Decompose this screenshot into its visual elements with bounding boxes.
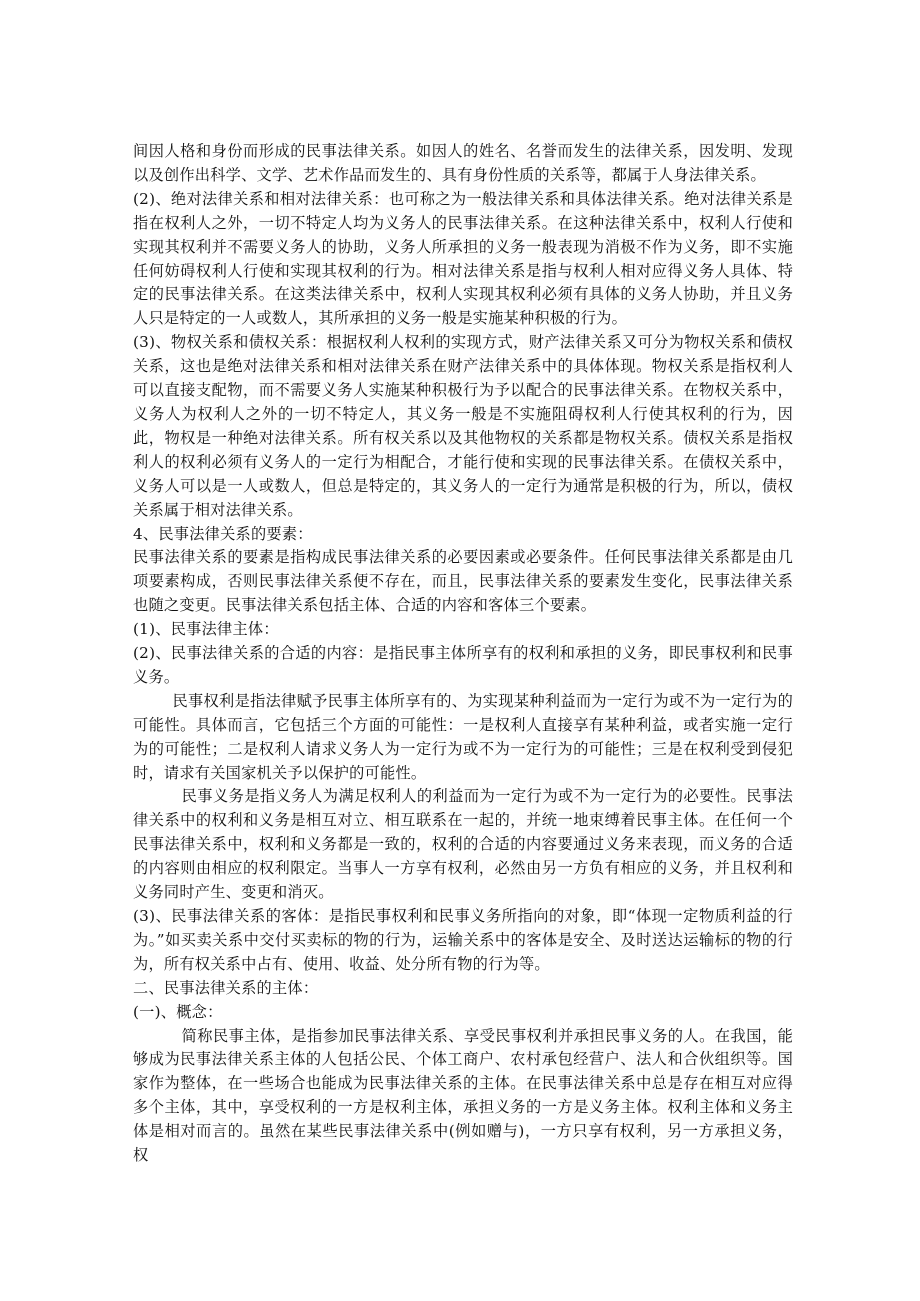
paragraph-absolute-relative-relations: (2)、绝对法律关系和相对法律关系：也可称之为一般法律关系和具体法律关系。绝对法律关系是指在权利人之外，一切不特定人均为义务人的民事法律关系。在这种法律关系中，权利人行使和实现其权利并不需要义务人的协助，义务人所承担的义务一般表现为消极不作为义务，即不实施任何妨碍权利人行使和实现其权利的行为。相对法律关系是指与权利人相对应得义务人具体、特定的民事法律关系。在这类法律关系中，权利人实现其权利必须有具体的义务人协助，并且义务人只是特定的一人或数人，其所承担的义务一般是实施某种积极的行为。 xyxy=(133,189,793,328)
heading-subjects: 二、民事法律关系的主体： xyxy=(133,978,319,997)
paragraph-content: (2)、民事法律关系的合适的内容：是指民事主体所享有的权利和承担的义务，即民事权利和民事义务。 xyxy=(133,644,793,686)
paragraph-property-obligation-relations: (3)、物权关系和债权关系：根据权利人权利的实现方式，财产法律关系又可分为物权关系和债权关系，这也是绝对法律关系和相对法律关系在财产法律关系中的具体体现。物权关系是指权利人可以直接支配物，而不需要义务人实施某种积极行为予以配合的民事法律关系。在物权关系中，义务人为权利人之外的一切不特定人，其义务一般是不实施阻碍权利人行使其权利的行为，因此，物权是一种绝对法律关系。所有权关系以及其他物权的关系都是物权关系。债权关系是指权利人的权利必须有义务人的一定行为相配合，才能行使和实现的民事法律关系。在债权关系中，义务人可以是一人或数人，但总是特定的，其义务人的一定行为通常是积极的行为，所以，债权关系属于相对法律关系。 xyxy=(133,333,793,519)
paragraph-object: (3)、民事法律关系的客体：是指民事权利和民事义务所指向的对象，即“体现一定物质利益的行为。”如买卖关系中交付买卖标的物的行为，运输关系中的客体是安全、及时送达运输标的物的行为，所有权关系中占有、使用、收益、处分所有物的行为等。 xyxy=(133,907,793,973)
document-body xyxy=(133,140,793,1168)
heading-elements: 4、民事法律关系的要素： xyxy=(133,524,313,543)
paragraph-personal-relations: 间因人格和身份而形成的民事法律关系。如因人的姓名、名誉而发生的法律关系，因发明、发现以及创作出科学、文学、艺术作品而发生的、具有身份性质的关系等，都属于人身法律关系。 xyxy=(133,142,793,184)
subheading-concept: (一)、概念： xyxy=(133,1002,223,1021)
paragraph-elements-definition: 民事法律关系的要素是指构成民事法律关系的必要因素或必要条件。任何民事法律关系都是由几项要素构成，否则民事法律关系便不存在，而且，民事法律关系的要素发生变化，民事法律关系也随之变更。民事法律关系包括主体、合适的内容和客体三个要素。 xyxy=(133,548,793,615)
paragraph-concept: 简称民事主体，是指参加民事法律关系、享受民事权利并承担民事义务的人。在我国，能够成为民事法律关系主体的人包括公民、个体工商户、农村承包经营户、法人和合伙组织等。国家作为整体，在一些场合也能成为民事法律关系的主体。在民事法律关系中总是存在相互对应得多个主体，其中，享受权利的一方是权利主体，承担义务的一方是义务主体。权利主体和义务主体是相对而言的。虽然在某些民事法律关系中(例如赠与)，一方只享有权利，另一方承担义务，权 xyxy=(133,1026,793,1165)
paragraph-civil-duties: 民事义务是指义务人为满足权利人的利益而为一定行为或不为一定行为的必要性。民事法律关系中的权利和义务是相互对立、相互联系在一起的，并统一地束缚着民事主体。在任何一个民事法律关系中，权利和义务都是一致的，权利的合适的内容要通过义务来表现，而义务的合适的内容则由相应的权利限定。当事人一方享有权利，必然由另一方负有相应的义务，并且权利和义务同时产生、变更和消灭。 xyxy=(133,787,793,902)
subheading-subject: (1)、民事法律主体： xyxy=(133,620,279,639)
paragraph-civil-rights: 民事权利是指法律赋予民事主体所享有的、为实现某种利益而为一定行为或不为一定行为的可能性。具体而言，它包括三个方面的可能性：一是权利人直接享有某种利益，或者实施一定行为的可能性；二是权利人请求义务人为一定行为或不为一定行为的可能性；三是在权利受到侵犯时，请求有关国家机关予以保护的可能性。 xyxy=(133,691,793,782)
